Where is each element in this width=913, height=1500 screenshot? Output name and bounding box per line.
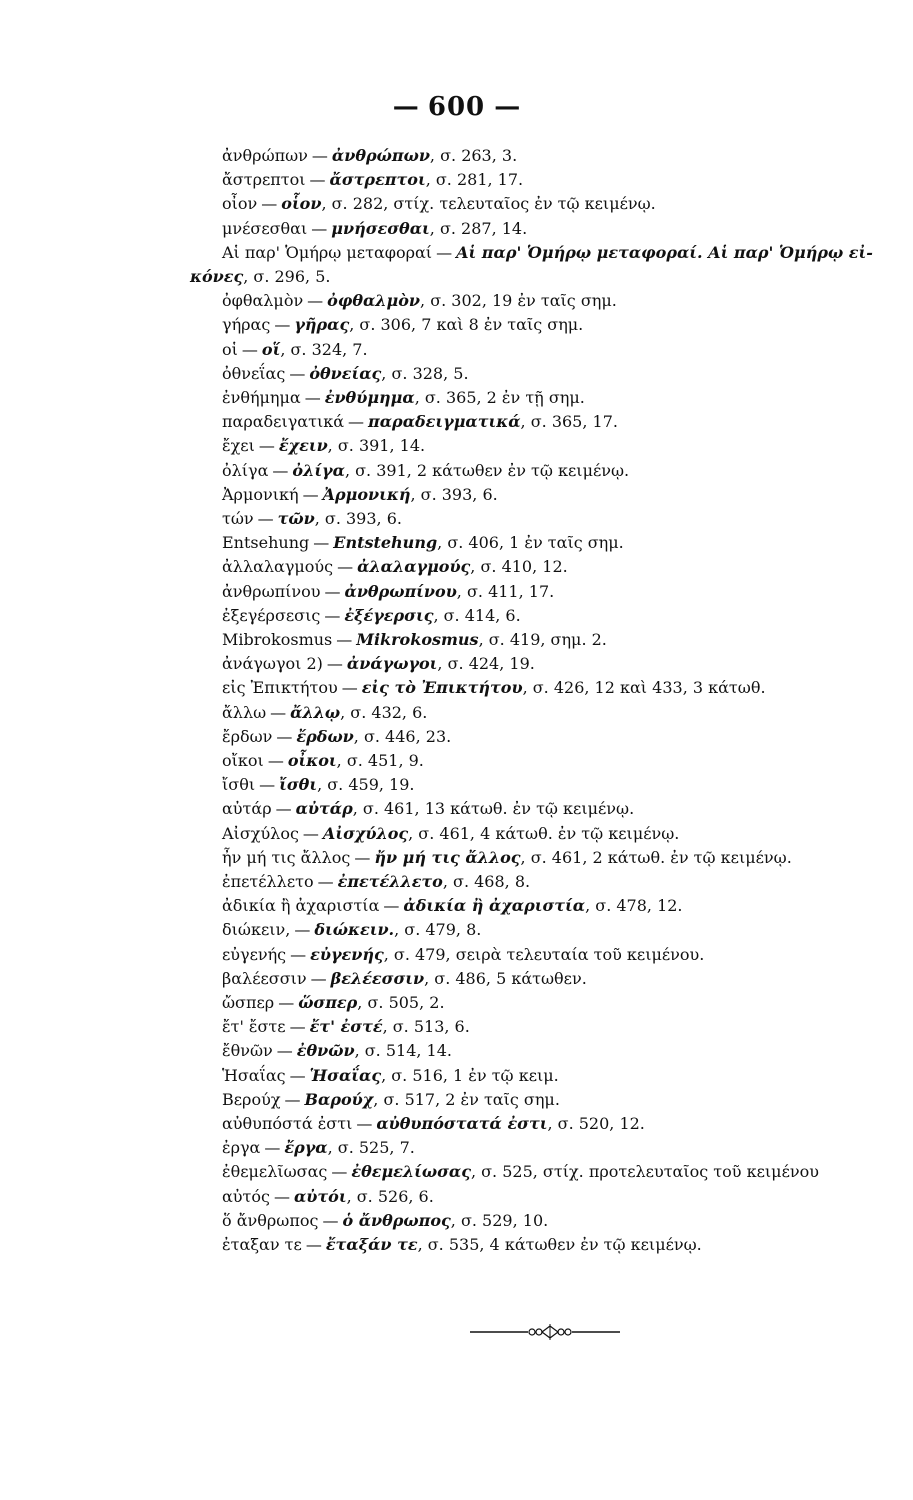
erratum-reference: , σ. 281, 17. <box>425 170 524 190</box>
errata-entry <box>222 654 535 674</box>
erratum-reference: , σ. 391, 2 κάτωθεν ἐν τῷ κειμένῳ. <box>344 460 630 480</box>
erratum-correct: ὥσπερ <box>298 993 358 1012</box>
erratum-wrong: ὅ ἄνθρωπος <box>222 1210 319 1230</box>
erratum-wrong: οἶον <box>222 194 258 214</box>
erratum-reference: , σ. 391, 14. <box>327 436 426 456</box>
erratum-reference: , σ. 414, 6. <box>433 605 521 625</box>
erratum-wrong: τών <box>222 509 254 528</box>
errata-entry <box>222 509 402 529</box>
errata-entry <box>222 848 792 868</box>
erratum-reference: , σ. 526, 6. <box>346 1186 434 1206</box>
errata-entry <box>222 1090 560 1110</box>
erratum-reference: , σ. 282, στίχ. τελευταῖος ἐν τῷ κειμένῳ. <box>321 194 656 214</box>
erratum-correct: αὐθυπόστατά ἐστι <box>376 1114 548 1133</box>
erratum-wrong: ἀλλαλαγμούς <box>222 557 334 577</box>
errata-entry <box>222 485 498 505</box>
erratum-wrong: ἀδικία ἢ ἀχαριστία <box>222 896 380 916</box>
dash-separator: — <box>313 533 330 553</box>
dash-separator: — <box>272 460 289 480</box>
dash-separator: — <box>337 557 354 577</box>
dash-separator: — <box>302 484 319 504</box>
errata-entry <box>222 146 517 166</box>
erratum-correct: Mikrokosmus <box>356 630 479 649</box>
erratum-wrong: μνέσεσθαι <box>222 218 308 238</box>
erratum-reference: , σ. 296, 5. <box>243 267 331 286</box>
errata-entry <box>222 1162 819 1182</box>
erratum-wrong: ἀνθρωπίνου <box>222 581 321 601</box>
dash-separator: — <box>311 218 328 238</box>
erratum-correct: μνήσεσθαι <box>331 218 430 238</box>
erratum-correct: κόνες <box>190 267 244 286</box>
erratum-correct: ἀδικία ἢ ἀχαριστία <box>403 896 586 916</box>
erratum-reference: , σ. 406, 1 ἐν ταῖς σημ. <box>437 533 624 553</box>
erratum-wrong: ὀθνεΐας <box>222 363 286 383</box>
dash-separator: — <box>341 678 358 698</box>
erratum-correct: ἄστρεπτοι <box>329 170 426 190</box>
erratum-correct: αὐτάρ <box>295 799 353 819</box>
dash-separator: — <box>324 605 341 625</box>
errata-entry <box>222 412 618 432</box>
erratum-wrong: ἄστρεπτοι <box>222 170 306 190</box>
errata-entry <box>222 1017 470 1037</box>
erratum-wrong: ἀνθρώπων <box>222 146 308 165</box>
dash-separator: — <box>307 291 324 311</box>
erratum-wrong: Αἱ παρ' Ὁμήρῳ μεταφοραί <box>222 242 433 262</box>
erratum-correct: ἄλλῳ <box>290 702 341 722</box>
erratum-reference: , σ. 419, σημ. 2. <box>478 630 607 649</box>
erratum-wrong: οἴκοι <box>222 751 264 770</box>
erratum-reference: , σ. 306, 7 καὶ 8 ἐν ταῖς σημ. <box>349 315 584 335</box>
erratum-reference: , σ. 468, 8. <box>442 872 531 891</box>
erratum-reference: , σ. 410, 12. <box>470 557 568 577</box>
erratum-correct: εὐγενής <box>310 944 384 964</box>
erratum-correct: Αἱ παρ' Ὁμήρῳ μεταφοραί. Αἱ παρ' Ὁμήρῳ εἰ- <box>456 242 873 262</box>
erratum-reference: , σ. 302, 19 ἐν ταῖς σημ. <box>420 291 617 311</box>
erratum-correct: ἔρδων <box>296 726 354 746</box>
erratum-wrong: ἐπετέλλετο <box>222 872 314 891</box>
errata-entry <box>222 945 704 965</box>
erratum-reference: , σ. 520, 12. <box>547 1114 645 1133</box>
dash-separator: — <box>310 968 327 988</box>
dash-separator: — <box>290 944 307 964</box>
dash-separator: — <box>436 242 453 262</box>
erratum-wrong: ἦν μή τις ἄλλος <box>222 847 351 867</box>
erratum-correct: ἴσθι <box>279 775 318 795</box>
errata-entry <box>222 436 425 456</box>
erratum-reference: , σ. 479, 8. <box>394 920 482 940</box>
errata-entry <box>222 461 629 481</box>
dash-separator: — <box>259 775 276 795</box>
erratum-correct: ὁ ἄνθρωπος <box>342 1210 451 1230</box>
dash-separator: — <box>302 823 319 843</box>
erratum-correct: ἔργα <box>284 1138 328 1158</box>
dash-separator: — <box>267 751 284 770</box>
erratum-correct: βελέεσσιν <box>330 968 425 988</box>
erratum-reference: , σ. 514, 14. <box>354 1041 452 1061</box>
errata-entry <box>222 1041 452 1061</box>
dash-separator: — <box>284 1089 301 1109</box>
erratum-wrong: ὀφθαλμὸν <box>222 291 304 311</box>
erratum-correct: ἤν μή τις ἄλλος <box>374 847 521 867</box>
erratum-correct: τῶν <box>277 509 315 528</box>
dash-separator: — <box>241 339 258 359</box>
dash-separator: — <box>257 509 274 528</box>
erratum-wrong: ἐξεγέρσεσις <box>222 605 321 625</box>
dash-separator: — <box>274 315 291 335</box>
errata-entry <box>222 364 469 384</box>
erratum-wrong: ἔθνῶν <box>222 1041 273 1061</box>
erratum-reference: , σ. 411, 17. <box>456 581 555 601</box>
errata-entry <box>222 170 523 190</box>
dash-separator: — <box>278 993 295 1012</box>
dash-separator: — <box>326 654 343 674</box>
dash-separator: — <box>264 1138 281 1158</box>
erratum-wrong: ἐθεμελῖωσας <box>222 1162 328 1182</box>
errata-entry <box>190 267 330 287</box>
dash-separator: — <box>383 896 400 916</box>
errata-entry <box>222 340 368 360</box>
dash-separator: — <box>275 799 292 819</box>
erratum-correct: ἐξέγερσις <box>344 605 434 625</box>
dash-separator: — <box>348 412 365 432</box>
erratum-correct: οἶκοι <box>287 751 337 770</box>
erratum-reference: , σ. 426, 12 καὶ 433, 3 κάτωθ. <box>522 678 766 698</box>
dash-separator: — <box>289 1065 306 1085</box>
erratum-correct: ἀνάγωγοι <box>346 654 438 674</box>
errata-entry <box>222 557 568 577</box>
erratum-wrong: Entsehung <box>222 533 310 553</box>
erratum-reference: , σ. 516, 1 ἐν τῷ κειμ. <box>381 1065 559 1085</box>
errata-entry <box>222 969 587 989</box>
erratum-reference: , σ. 478, 12. <box>585 896 683 916</box>
erratum-wrong: Βερούχ <box>222 1089 281 1109</box>
page-number: — 600 — <box>392 92 521 122</box>
erratum-reference: , σ. 446, 23. <box>353 726 452 746</box>
erratum-correct: Entstehung <box>333 533 438 553</box>
errata-entry <box>222 243 873 263</box>
erratum-wrong: οἱ <box>222 339 238 359</box>
erratum-reference: , σ. 461, 13 κάτωθ. ἐν τῷ κειμένῳ. <box>352 799 635 819</box>
errata-entry <box>222 775 414 795</box>
erratum-reference: , σ. 287, 14. <box>429 218 528 238</box>
errata-entry <box>222 388 585 408</box>
dash-separator: — <box>317 872 334 891</box>
dash-separator: — <box>311 146 328 165</box>
erratum-reference: , σ. 328, 5. <box>381 363 469 383</box>
erratum-wrong: Ἡσαΐας <box>222 1065 286 1085</box>
erratum-correct: ἐνθύμημα <box>324 388 415 407</box>
erratum-wrong: ἔχει <box>222 436 255 456</box>
erratum-reference: , σ. 529, 10. <box>450 1210 549 1230</box>
erratum-reference: , σ. 459, 19. <box>317 775 415 795</box>
erratum-wrong: ὤσπερ <box>222 993 275 1012</box>
dash-separator: — <box>261 194 278 214</box>
errata-entry <box>222 219 527 239</box>
erratum-correct: Αἰσχύλος <box>322 823 409 843</box>
dash-separator: — <box>294 920 311 940</box>
errata-entry <box>222 533 624 553</box>
erratum-correct: Βαρούχ <box>304 1089 374 1109</box>
errata-entry <box>222 872 530 892</box>
erratum-correct: παραδειγματικά <box>368 412 521 432</box>
erratum-wrong: αὐτός <box>222 1186 270 1206</box>
dash-separator: — <box>336 630 353 649</box>
errata-entry <box>222 920 481 940</box>
erratum-wrong: βαλέεσσιν <box>222 968 307 988</box>
dash-separator: — <box>273 1186 290 1206</box>
erratum-wrong: ἐργα <box>222 1138 261 1158</box>
erratum-correct: ὀλίγα <box>292 460 345 480</box>
erratum-reference: , σ. 432, 6. <box>340 702 428 722</box>
erratum-reference: , σ. 424, 19. <box>437 654 535 674</box>
erratum-wrong: Ἀρμονική <box>222 484 299 504</box>
erratum-correct: ἀλαλαγμούς <box>357 557 471 577</box>
erratum-reference: , σ. 263, 3. <box>429 146 518 165</box>
errata-entry <box>222 315 583 335</box>
dash-separator: — <box>289 1017 306 1037</box>
erratum-wrong: ἐταξαν τε <box>222 1235 302 1254</box>
dash-separator: — <box>331 1162 348 1182</box>
erratum-reference: , σ. 461, 4 κάτωθ. ἐν τῷ κειμένῳ. <box>408 823 680 843</box>
erratum-correct: αὐτόι <box>293 1186 347 1206</box>
page-number-value: 600 <box>427 92 486 122</box>
dash-separator: — <box>270 702 287 722</box>
erratum-correct: διώκειν. <box>314 920 395 940</box>
erratum-wrong: Mibrokosmus <box>222 630 333 649</box>
errata-entry <box>222 993 445 1013</box>
erratum-correct: οἷον <box>281 194 322 214</box>
erratum-correct: ἔχειν <box>278 436 328 456</box>
dash-separator: — <box>276 1041 293 1061</box>
errata-entry <box>222 751 424 771</box>
errata-entry <box>222 678 766 698</box>
erratum-wrong: ἴσθι <box>222 775 256 795</box>
erratum-wrong: αὐτάρ <box>222 799 272 819</box>
erratum-correct: εἰς τὸ Ἐπικτήτου <box>361 678 523 698</box>
erratum-correct: ὀθνείας <box>309 363 382 383</box>
erratum-wrong: ἔτ' ἔστε <box>222 1017 286 1037</box>
erratum-wrong: ἄλλω <box>222 702 267 722</box>
dash-separator: — <box>324 581 341 601</box>
errata-entry <box>222 630 607 650</box>
errata-entry <box>222 606 521 626</box>
erratum-reference: , σ. 517, 2 ἐν ταῖς σημ. <box>373 1089 560 1109</box>
erratum-reference: , σ. 525, 7. <box>327 1138 415 1158</box>
erratum-correct: ἔτ' ἐστέ <box>309 1017 383 1037</box>
errata-entry <box>222 1066 559 1086</box>
erratum-reference: , σ. 486, 5 κάτωθεν. <box>424 968 587 988</box>
errata-entry <box>222 1235 702 1255</box>
dash-separator: — <box>309 170 326 190</box>
errata-entry <box>222 582 554 602</box>
dash-separator: — <box>322 1210 339 1230</box>
errata-entry <box>222 896 683 916</box>
erratum-correct: Ἀρμονική <box>322 484 411 504</box>
errata-entry <box>222 1187 434 1207</box>
erratum-reference: , σ. 365, 17. <box>520 412 618 432</box>
erratum-wrong: γήρας <box>222 315 271 335</box>
erratum-wrong: ἀνάγωγοι 2) <box>222 654 323 674</box>
erratum-reference: , σ. 365, 2 ἐν τῇ σημ. <box>414 388 585 407</box>
dash-separator: — <box>304 388 321 407</box>
dash-separator: — <box>305 1235 322 1254</box>
errata-entry <box>222 1138 415 1158</box>
erratum-reference: , σ. 324, 7. <box>280 339 368 359</box>
erratum-correct: ὀφθαλμὸν <box>327 291 421 311</box>
errata-entry <box>222 291 617 311</box>
erratum-reference: , σ. 393, 6. <box>314 509 402 528</box>
erratum-wrong: αὐθυπόστά ἐστι <box>222 1114 353 1133</box>
erratum-wrong: Αἰσχύλος <box>222 823 299 843</box>
erratum-reference: , σ. 505, 2. <box>357 993 445 1012</box>
errata-entry <box>222 1211 548 1231</box>
erratum-reference: , σ. 535, 4 κάτωθεν ἐν τῷ κειμένῳ. <box>417 1235 702 1254</box>
dash-separator: — <box>356 1114 373 1133</box>
erratum-wrong: ἔρδων <box>222 726 273 746</box>
dash-separator: — <box>258 436 275 456</box>
erratum-correct: ἐπετέλλετο <box>337 872 443 891</box>
erratum-reference: , σ. 479, σειρὰ τελευταία τοῦ κειμένου. <box>383 944 705 964</box>
ornament-divider <box>470 1322 620 1342</box>
errata-entry <box>222 194 656 214</box>
errata-entry <box>222 703 427 723</box>
dash-separator: — <box>276 726 293 746</box>
erratum-wrong: ἐνθήμημα <box>222 388 301 407</box>
erratum-correct: ἀνθρώπων <box>331 146 430 165</box>
dash-separator: — <box>354 847 371 867</box>
erratum-correct: ἐθεμελίωσας <box>351 1162 471 1182</box>
erratum-correct: οἵ <box>261 339 281 359</box>
erratum-correct: ἔταξάν τε <box>325 1235 418 1254</box>
erratum-correct: ἐθνῶν <box>296 1041 355 1061</box>
erratum-correct: γῆρας <box>294 315 350 335</box>
erratum-correct: ἀνθρωπίνου <box>344 581 457 601</box>
erratum-reference: , σ. 525, στίχ. προτελευταῖος τοῦ κειμένου <box>470 1162 819 1182</box>
errata-entry <box>222 1114 645 1134</box>
erratum-reference: , σ. 393, 6. <box>410 484 498 504</box>
dash-separator: — <box>289 363 306 383</box>
erratum-wrong: εἰς Ἐπικτήτου <box>222 678 338 698</box>
erratum-wrong: εὐγενής <box>222 944 287 964</box>
erratum-wrong: ὀλίγα <box>222 460 269 480</box>
erratum-wrong: παραδειγατικά <box>222 412 345 432</box>
erratum-correct: Ἡσαΐας <box>309 1065 382 1085</box>
errata-entry <box>222 824 679 844</box>
errata-entry <box>222 799 634 819</box>
erratum-reference: , σ. 451, 9. <box>336 751 424 770</box>
erratum-wrong: διώκειν, <box>222 920 291 940</box>
errata-entry <box>222 727 451 747</box>
erratum-reference: , σ. 513, 6. <box>382 1017 470 1037</box>
erratum-reference: , σ. 461, 2 κάτωθ. ἐν τῷ κειμένῳ. <box>520 847 792 867</box>
